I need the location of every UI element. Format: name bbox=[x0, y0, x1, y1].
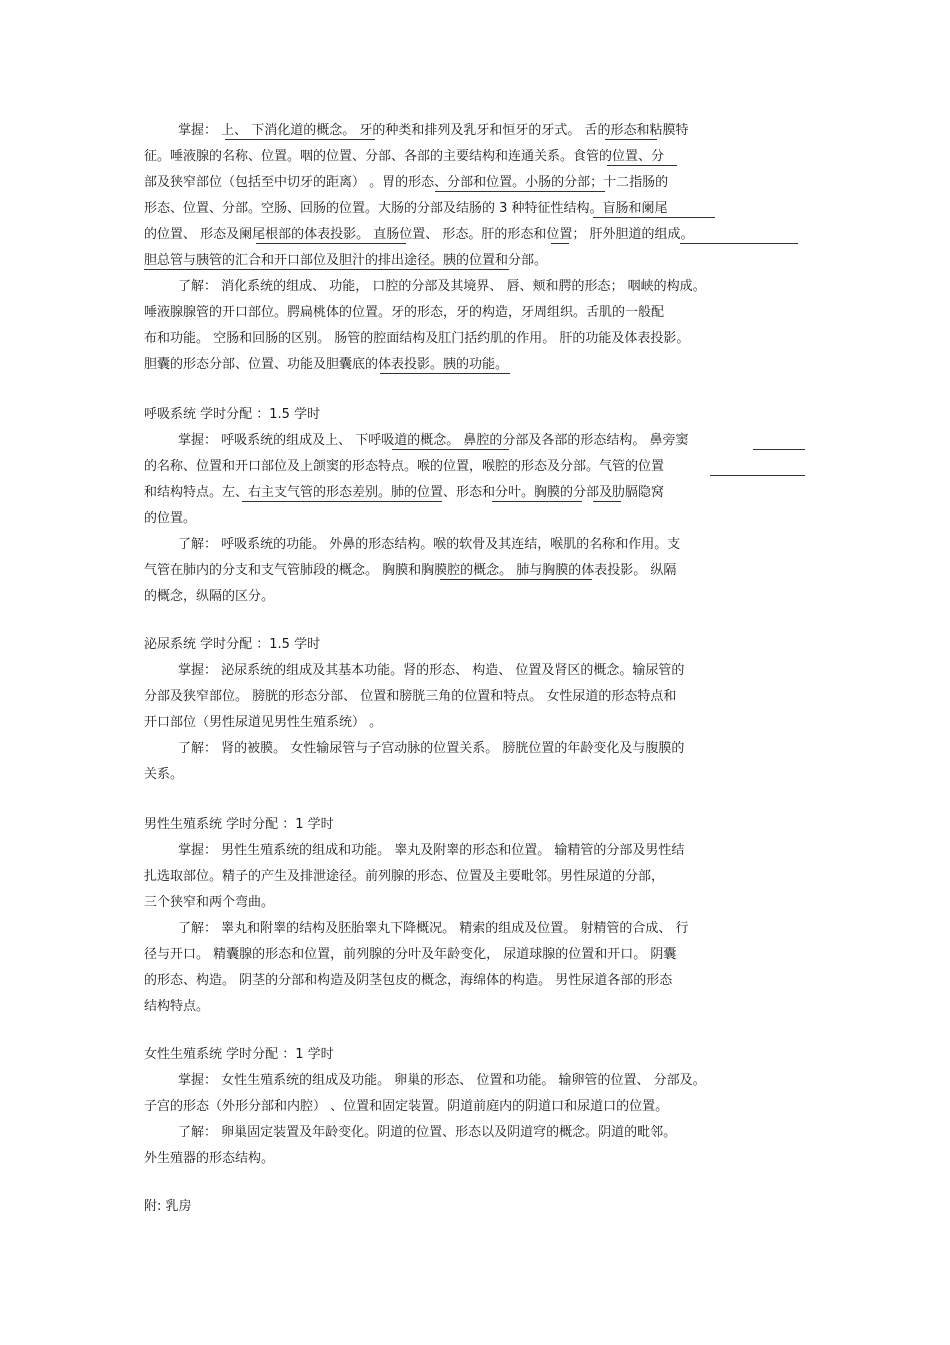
digestive-understand-line-1: 了解： 消化系统的组成、 功能， 口腔的分部及其境界、 唇、颊和腭的形态； 咽峡的构成。 bbox=[178, 279, 706, 294]
appendix-heading: 附: 乳房 bbox=[144, 1199, 192, 1214]
male-master-line-3: 三个狭窄和两个弯曲。 bbox=[144, 895, 275, 910]
respiratory-master-line-2: 的名称、位置和开口部位及上颌窦的形态特点。喉的位置，喉腔的形态及分部。气管的位置 bbox=[144, 459, 665, 474]
female-understand-line-1: 了解： 卵巢固定装置及年龄变化。阴道的位置、形态以及阴道穹的概念。阴道的毗邻。 bbox=[178, 1125, 677, 1140]
urinary-master-line-1: 掌握： 泌尿系统的组成及其基本功能。肾的形态、 构造、 位置及肾区的概念。输尿管的 bbox=[178, 663, 685, 678]
respiratory-master-line-4: 的位置。 bbox=[144, 511, 197, 526]
urinary-master-line-2: 分部及狭窄部位。 膀胱的形态分部、 位置和膀胱三角的位置和特点。 女性尿道的形态特点和 bbox=[144, 689, 677, 704]
underline-mark bbox=[551, 243, 569, 244]
male-understand-line-3: 的形态、构造。 阴茎的分部和构造及阴茎包皮的概念，海绵体的构造。 男性尿道各部的形态 bbox=[144, 973, 673, 988]
underline-mark bbox=[492, 501, 582, 502]
digestive-master-line-3: 部及狭窄部位（包括至中切牙的距离） 。胃的形态、分部和位置。小肠的分部；十二指肠的 bbox=[144, 175, 669, 190]
digestive-master-line-5: 的位置、 形态及阑尾根部的体表投影。 直肠位置、 形态。肝的形态和位置； 肝外胆道的组成。 bbox=[144, 227, 694, 242]
respiratory-understand-line-1: 了解： 呼吸系统的功能。 外鼻的形态结构。喉的软骨及其连结，喉肌的名称和作用。支 bbox=[178, 537, 681, 552]
female-master-line-2: 子宫的形态（外形分部和内腔） 、位置和固定装置。阴道前庭内的阴道口和尿道口的位置。 bbox=[144, 1099, 669, 1114]
female-master-line-1: 掌握： 女性生殖系统的组成及功能。 卵巢的形态、 位置和功能。 输卵管的位置、 分部及。 bbox=[178, 1073, 706, 1088]
underline-mark bbox=[710, 475, 805, 476]
respiratory-heading: 呼吸系统 学时分配 ：1.5 学时 bbox=[144, 407, 321, 422]
digestive-master-line-2: 征。唾液腺的名称、位置。咽的位置、分部、各部的主要结构和连通关系。食管的位置、分 bbox=[144, 149, 665, 164]
male-heading: 男性生殖系统 学时分配 ：1 学时 bbox=[144, 817, 334, 832]
male-understand-line-2: 径与开口。 精囊腺的形态和位置，前列腺的分叶及年龄变化， 尿道球腺的位置和开口。 阴囊 bbox=[144, 947, 677, 962]
respiratory-master-line-3: 和结构特点。左、右主支气管的形态差别。肺的位置、形态和分叶。胸膜的分部及肋膈隐窝 bbox=[144, 485, 665, 500]
underline-mark bbox=[144, 269, 509, 270]
underline-mark bbox=[440, 579, 592, 580]
underline-mark bbox=[242, 501, 442, 502]
urinary-understand-line-1: 了解： 肾的被膜。 女性输尿管与子宫动脉的位置关系。 膀胱位置的年龄变化及与腹膜的 bbox=[178, 741, 685, 756]
male-master-line-2: 扎选取部位。精子的产生及排泄途径。前列腺的形态、位置及主要毗邻。男性尿道的分部， bbox=[144, 869, 665, 884]
respiratory-master-line-1: 掌握： 呼吸系统的组成及上、 下呼吸道的概念。 鼻腔的分部及各部的形态结构。 鼻旁窦 bbox=[178, 433, 689, 448]
urinary-master-line-3: 开口部位（男性尿道见男性生殖系统） 。 bbox=[144, 715, 383, 730]
digestive-understand-line-3: 布和功能。 空肠和回肠的区别。 肠管的腔面结构及肛门括约肌的作用。 肝的功能及体表投影。 bbox=[144, 331, 690, 346]
underline-mark bbox=[435, 191, 605, 192]
urinary-understand-line-2: 关系。 bbox=[144, 767, 184, 782]
male-understand-line-4: 结构特点。 bbox=[144, 999, 210, 1014]
male-master-line-1: 掌握： 男性生殖系统的组成和功能。 睾丸及附睾的形态和位置。 输精管的分部及男性结 bbox=[178, 843, 685, 858]
respiratory-understand-line-3: 的概念，纵隔的区分。 bbox=[144, 589, 275, 604]
male-understand-line-1: 了解： 睾丸和附睾的结构及胚胎睾丸下降概况。 精索的组成及位置。 射精管的合成、 行 bbox=[178, 921, 689, 936]
underline-mark bbox=[753, 449, 805, 450]
underline-mark bbox=[680, 243, 798, 244]
digestive-understand-line-4: 胆囊的形态分部、位置、功能及胆囊底的体表投影。胰的功能。 bbox=[144, 357, 509, 372]
underline-mark bbox=[605, 139, 657, 140]
underline-mark bbox=[593, 217, 715, 218]
underline-mark bbox=[593, 501, 621, 502]
underline-mark bbox=[225, 139, 375, 140]
underline-mark bbox=[607, 165, 677, 166]
digestive-master-line-6: 胆总管与胰管的汇合和开口部位及胆汁的排出途径。胰的位置和分部。 bbox=[144, 253, 548, 268]
digestive-master-line-1: 掌握： 上、 下消化道的概念。 牙的种类和排列及乳牙和恒牙的牙式。 舌的形态和粘膜特 bbox=[178, 123, 689, 138]
digestive-understand-line-2: 唾液腺腺管的开口部位。腭扁桃体的位置。牙的形态，牙的构造，牙周组织。舌肌的一般配 bbox=[144, 305, 665, 320]
urinary-heading: 泌尿系统 学时分配 ：1.5 学时 bbox=[144, 637, 321, 652]
female-heading: 女性生殖系统 学时分配 ：1 学时 bbox=[144, 1047, 334, 1062]
digestive-master-line-4: 形态、位置、分部。空肠、回肠的位置。大肠的分部及结肠的 3 种特征性结构。盲肠和阑尾 bbox=[144, 201, 668, 216]
female-understand-line-2: 外生殖器的形态结构。 bbox=[144, 1151, 275, 1166]
respiratory-understand-line-2: 气管在肺内的分支和支气管肺段的概念。 胸膜和胸膜腔的概念。 肺与胸膜的体表投影。 纵隔 bbox=[144, 563, 677, 578]
underline-mark bbox=[392, 449, 509, 450]
underline-mark bbox=[380, 373, 510, 374]
underline-mark bbox=[256, 243, 406, 244]
